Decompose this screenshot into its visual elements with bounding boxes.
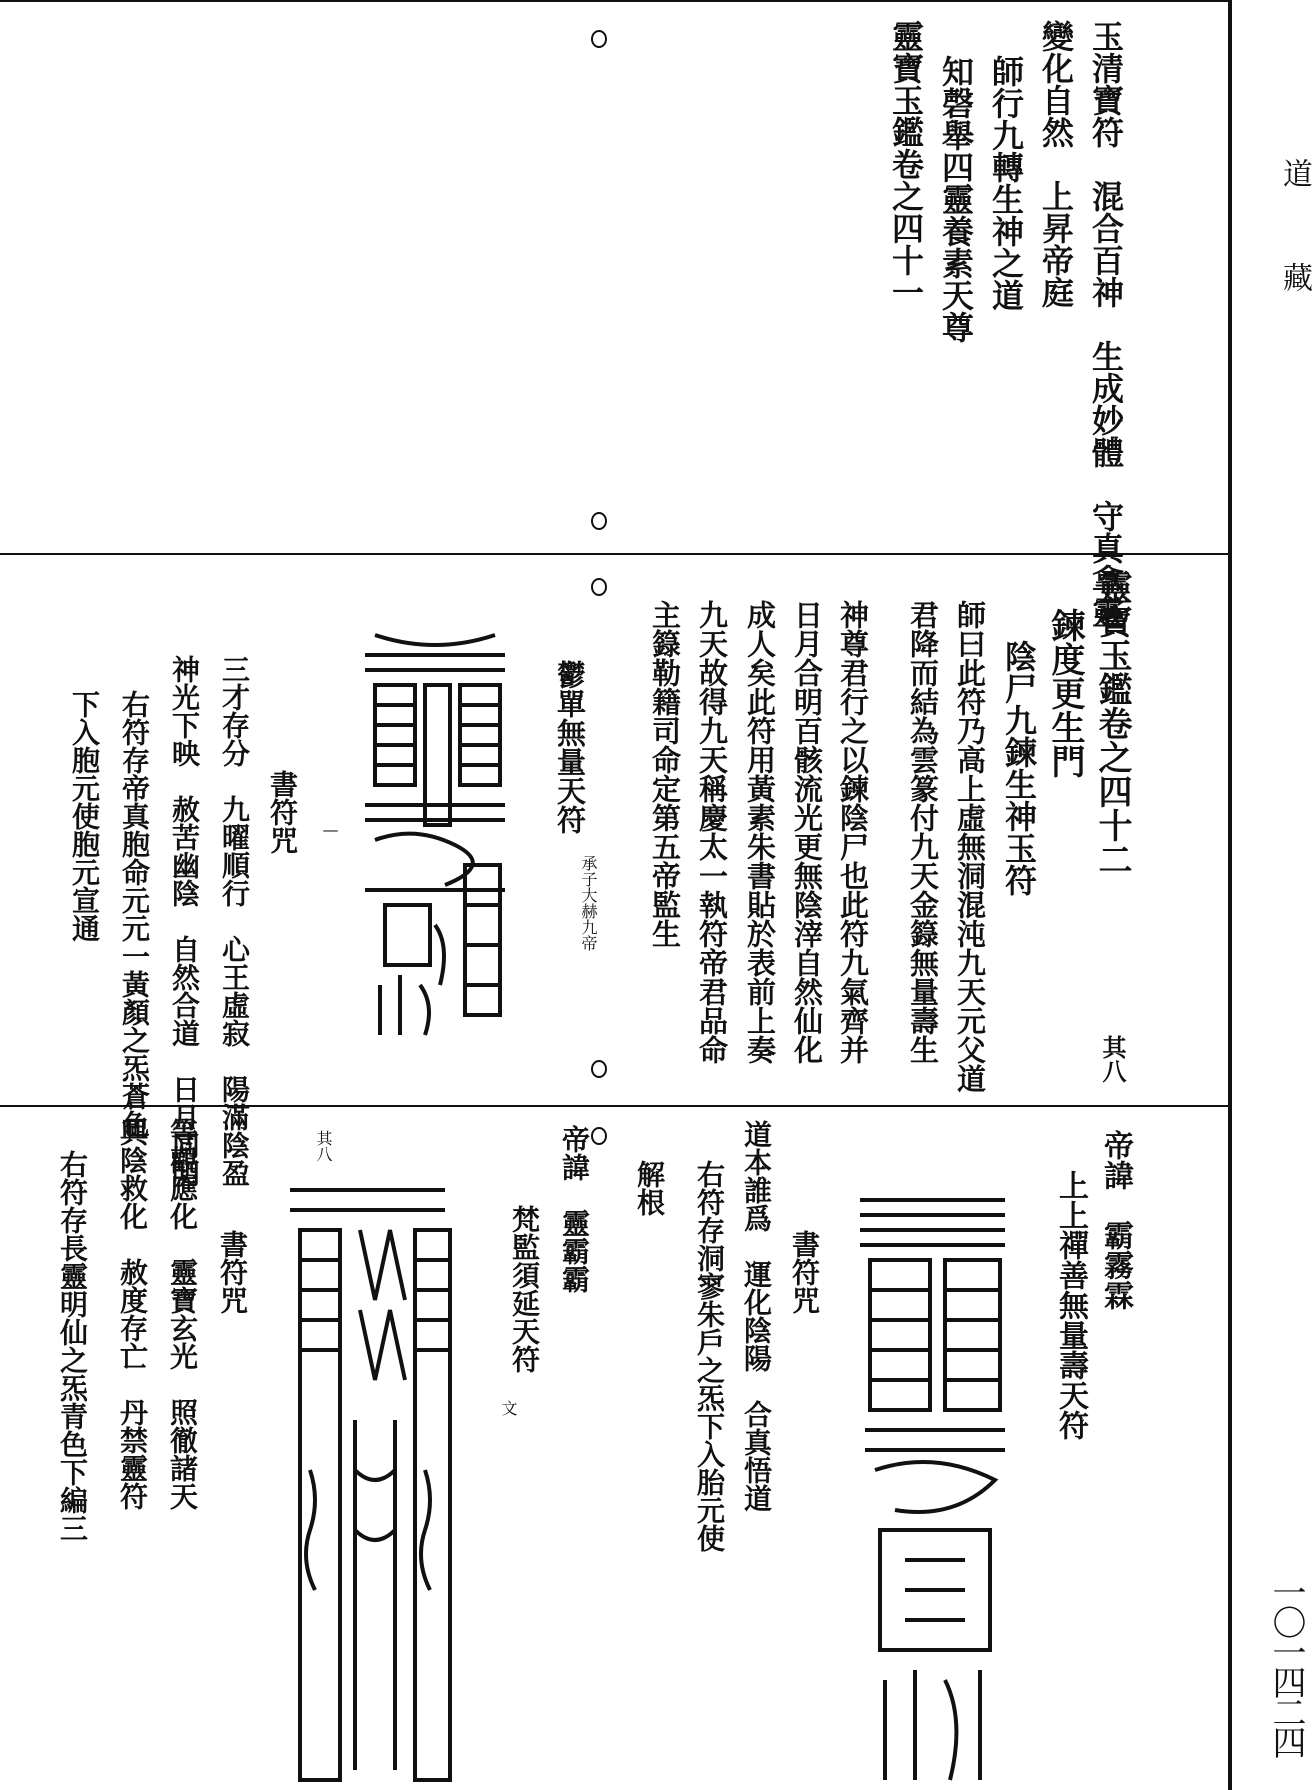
charm-line-4: 下入胞元使胞元宣通 <box>68 690 101 942</box>
bottom-col-4: 道本誰爲 運化陰陽 合真悟道 <box>740 1120 773 1512</box>
page-number: 一〇一四二四 <box>1266 1575 1306 1755</box>
body-line-2: 君降而結為雲篆付九天金籙無量壽生 <box>906 600 940 1064</box>
talisman-title: 鬱單無量天符 <box>553 660 587 834</box>
chapter-title: 靈寶玉鑑卷之四十二 <box>1092 570 1132 876</box>
charm-line-3: 右符存帝真胞命元元一黃顏之炁蒼色 <box>118 690 151 1138</box>
bottom-col-7: 帝諱 靈霸霸 <box>558 1125 591 1293</box>
top-col-3: 師行九轉生神之道 <box>987 55 1025 311</box>
body-line-1: 師曰此符乃高上虛無洞混沌九天元父道 <box>953 600 987 1093</box>
binding-hole <box>591 512 607 530</box>
binding-hole <box>591 1127 607 1145</box>
margin-series-title: 藏 <box>1277 262 1312 292</box>
top-col-4: 知磬舉四靈養素天尊 <box>937 55 975 343</box>
bottom-col-1: 帝諱 霸霧霖 <box>1098 1130 1133 1310</box>
bottom-col-3: 書符咒 <box>788 1230 821 1314</box>
binding-hole <box>591 1060 607 1078</box>
bottom-col-5: 右符存洞寥朱戶之炁下入胎元使 <box>693 1160 726 1552</box>
bottom-col-6: 解根 <box>633 1160 666 1216</box>
bottom-note: 文 <box>499 1400 518 1416</box>
bottom-col-12: 右符存長靈明仙之炁青色下編三 <box>56 1150 89 1542</box>
bottom-col-11: 興陰救化 赦度存亡 丹禁靈符 <box>116 1118 149 1510</box>
charm-title: 書符咒 <box>266 770 299 854</box>
rule-top-middle <box>0 553 1232 555</box>
bottom-col-9: 書符咒 <box>216 1230 249 1314</box>
talisman-name: 陰尸九鍊生神玉符 <box>1000 640 1038 896</box>
talisman-symbol <box>855 1180 1015 1790</box>
top-col-5: 靈寶玉鑑卷之四十一 <box>887 20 925 308</box>
binding-hole <box>591 578 607 596</box>
body-line-5: 成人矣此符用黃素朱書貼於表前上奏 <box>743 600 777 1064</box>
body-line-7: 主籙勒籍司命定第五帝監生 <box>648 600 682 948</box>
charm-line-2: 神光下映 赦苦幽陰 自然合道 日月同明 <box>168 655 201 1187</box>
talisman-symbol <box>355 625 515 1045</box>
stamp: 其八 <box>1098 1035 1127 1083</box>
right-border <box>1228 0 1232 1790</box>
top-rule <box>0 0 1232 2</box>
bottom-col-10: 等觀應化 靈寶玄光 照徹諸天 <box>166 1118 199 1510</box>
binding-hole <box>591 30 607 48</box>
body-line-4: 日月合明百骸流光更無陰滓自然仙化 <box>790 600 824 1064</box>
top-col-1: 玉清寶符 混合百神 生成妙體 守真拿靈 <box>1087 20 1125 628</box>
body-line-3: 神尊君行之以鍊陰尸也此符九氣齊并 <box>836 600 870 1064</box>
top-col-2: 變化自然 上昇帝庭 <box>1037 20 1075 308</box>
talisman-symbol <box>285 1170 455 1790</box>
bottom-col-2: 上上禪善無量壽天符 <box>1053 1170 1088 1440</box>
margin-book-title: 道 <box>1277 158 1312 188</box>
section-title: 鍊度更生門 <box>1045 608 1085 778</box>
body-line-6: 九天故得九天稱慶太一執符帝君品命 <box>695 600 729 1064</box>
bottom-stamp: 其八 <box>314 1130 333 1162</box>
bottom-col-8: 梵監須延天符 <box>508 1205 541 1373</box>
marker-note: — <box>321 820 340 839</box>
talisman-note: 承子大赫九帝 <box>579 855 598 951</box>
charm-line-1: 三才存分 九曜順行 心王虛寂 陽滿陰盈 <box>218 655 251 1187</box>
